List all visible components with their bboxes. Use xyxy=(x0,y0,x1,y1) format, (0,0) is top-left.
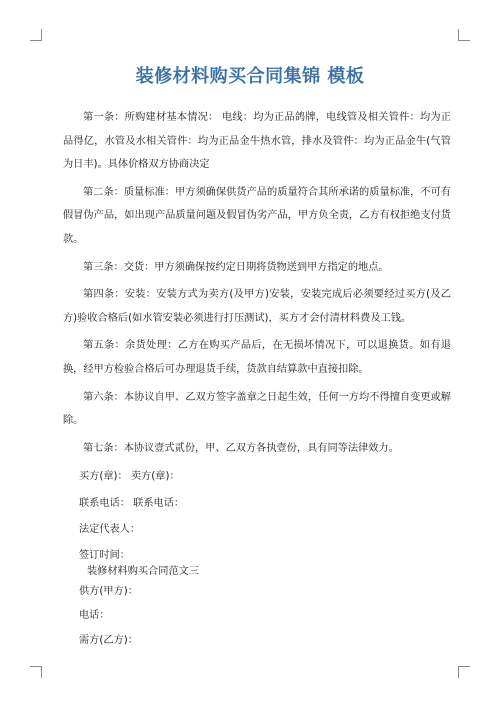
contact-phones: 联系电话： 联系电话： xyxy=(79,498,185,509)
crop-mark xyxy=(41,666,42,678)
contract-body xyxy=(63,106,451,460)
buyer-party: 需方(乙方)： xyxy=(79,635,138,646)
article-3: 第三条：交货：甲方须确保按约定日期将货物送到甲方指定的地点。 xyxy=(83,261,389,273)
crop-mark xyxy=(458,29,459,41)
crop-mark xyxy=(458,666,470,667)
crop-mark xyxy=(458,666,459,678)
supplier-party: 供方(甲方)： xyxy=(79,586,138,597)
article-5: 第五条：余货处理：乙方在购买产品后，在无损坏情况下，可以退换货。如有退换，经甲方检验合格后可办理退货手续，货款自结算款中直接扣除。 xyxy=(63,340,451,375)
article-6: 第六条：本协议自甲、乙双方签字盖章之日起生效，任何一方均不得擅自变更或解除。 xyxy=(63,391,451,427)
article-7: 第七条：本协议壹式贰份，甲、乙双方各执壹份，具有同等法律效力。 xyxy=(83,442,399,454)
signature-parties: 买方(章)： 卖方(章)： xyxy=(79,471,180,482)
document-title: 装修材料购买合同集锦 模板 xyxy=(135,66,365,87)
signing-time: 签订时间： xyxy=(79,550,130,561)
article-2: 第二条：质量标准：甲方须确保供货产品的质量符合其所承诺的质量标准，不可有假冒伪产品，如出现产品质量问题及假冒伪劣产品，甲方负全责，乙方有权拒绝支付货款。 xyxy=(63,186,451,245)
crop-mark xyxy=(41,29,42,41)
phone-line: 电话： xyxy=(79,610,110,621)
legal-representative: 法定代表人： xyxy=(79,524,141,535)
article-1: 第一条：所购建材基本情况： 电线：均为正品鸽牌，电线管及相关管件：均为正品得亿，水管及水相关管件：均为正品金牛热水管，排水及管件：均为正品金牛(气管为日丰)。具体价格双方协商决定 xyxy=(63,112,451,171)
article-4: 第四条：安装：安装方式为卖方(及甲方)安装，安装完成后必须要经过买方(及乙方)验收合格后(如水管安装必须进行打压测试)，买方才会付清材料费及工钱。 xyxy=(63,289,451,324)
crop-mark xyxy=(458,40,470,41)
next-contract-title: 装修材料购买合同范文三 xyxy=(87,566,200,577)
